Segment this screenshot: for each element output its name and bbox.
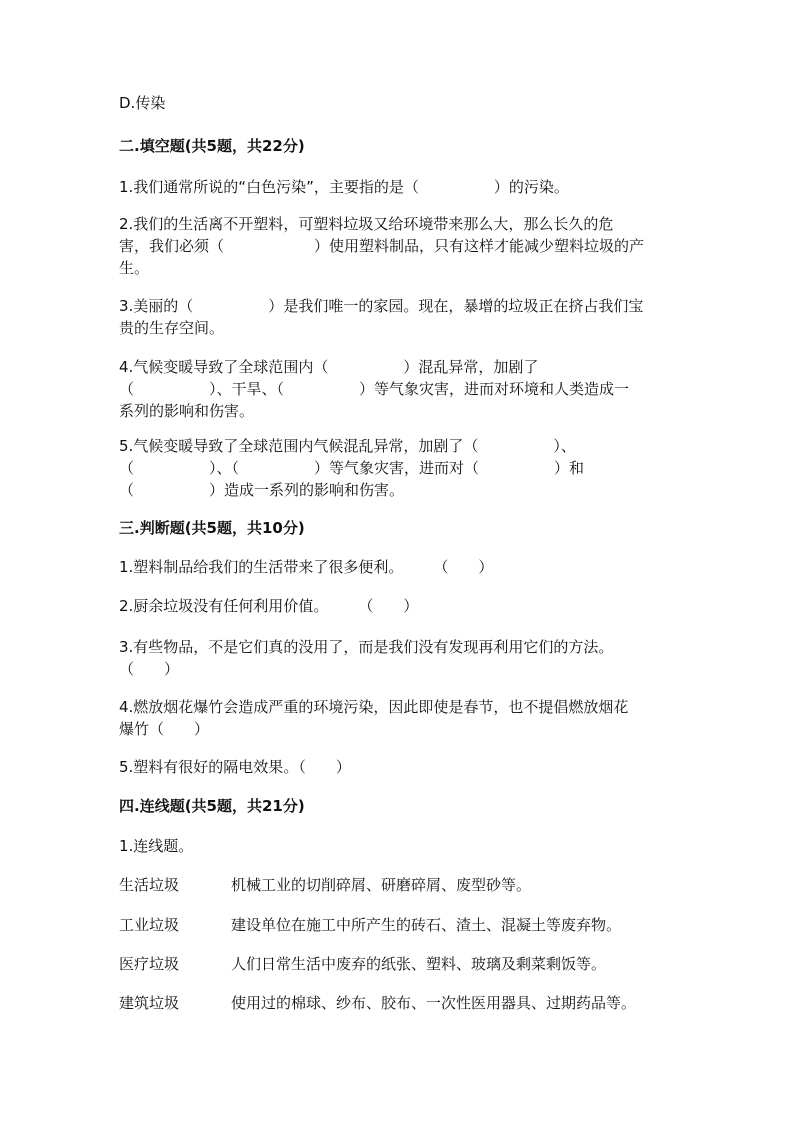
- q-line: 4.气候变暖导致了全球范围内（ ）混乱异常，加剧了: [119, 358, 539, 376]
- section-3-heading: 三.判断题(共5题，共10分): [119, 519, 305, 537]
- match-row: [119, 992, 636, 1014]
- q-line: 3.美丽的（ ）是我们唯一的家园。现在，暴增的垃圾正在挤占我们宝: [119, 297, 644, 315]
- q-line: （ ）: [119, 660, 180, 678]
- match-q1: 1.连线题。: [119, 837, 194, 855]
- q-line: （ ）、（ ）等气象灾害，进而对（ ）和: [119, 459, 585, 477]
- fill-blank-q4: [119, 356, 629, 422]
- q-line: 1.我们通常所说的“白色污染”，主要指的是（ ）的污染。: [119, 178, 569, 196]
- fill-blank-q1: [119, 176, 569, 198]
- q-line: （ ）造成一系列的影响和伤害。: [119, 481, 405, 499]
- match-right-item: 机械工业的切削碎屑、研磨碎屑、废型砂等。: [231, 876, 532, 894]
- section-4-heading: 四.连线题(共5题，共21分): [119, 797, 305, 815]
- match-left-item: 医疗垃圾: [119, 955, 180, 973]
- q-line: 4.燃放烟花爆竹会造成严重的环境污染，因此即使是春节，也不提倡燃放烟花: [119, 698, 629, 716]
- q-line: 生。: [119, 259, 150, 277]
- q-line: 3.有些物品，不是它们真的没用了，而是我们没有发现再利用它们的方法。: [119, 638, 614, 656]
- match-left-item: 建筑垃圾: [119, 994, 180, 1012]
- q-line: 贵的生存空间。: [119, 319, 225, 337]
- q-line: 害，我们必须（ ）使用塑料制品，只有这样才能减少塑料垃圾的产: [119, 237, 645, 255]
- fill-blank-q5: [119, 435, 584, 501]
- judge-q4: [119, 696, 628, 740]
- match-row: [119, 874, 531, 896]
- match-right-item: 建设单位在施工中所产生的砖石、渣土、混凝土等废弃物。: [231, 916, 622, 934]
- judge-q2: 2.厨余垃圾没有任何利用价值。 （ ）: [119, 597, 419, 615]
- fill-blank-q2: [119, 213, 644, 279]
- q-line: 2.我们的生活离不开塑料，可塑料垃圾又给环境带来那么大，那么长久的危: [119, 215, 614, 233]
- match-left-item: 生活垃圾: [119, 876, 180, 894]
- match-right-item: 人们日常生活中废弃的纸张、塑料、玻璃及剩菜剩饭等。: [231, 955, 607, 973]
- match-row: [119, 953, 606, 975]
- match-left-item: 工业垃圾: [119, 916, 180, 934]
- judge-q5: 5.塑料有很好的隔电效果。（ ）: [119, 758, 351, 776]
- option-d: D.传染: [119, 94, 166, 112]
- q-line: （ ）、干旱、（ ）等气象灾害，进而对环境和人类造成一: [119, 380, 630, 398]
- judge-q1: 1.塑料制品给我们的生活带来了很多便利。 （ ）: [119, 558, 494, 576]
- match-right-item: 使用过的棉球、纱布、胶布、一次性医用器具、过期药品等。: [231, 994, 637, 1012]
- judge-q3: [119, 636, 613, 680]
- section-2-heading: 二.填空题(共5题，共22分): [119, 137, 305, 155]
- q-line: 爆竹（ ）: [119, 720, 210, 738]
- q-line: 5.气候变暖导致了全球范围内气候混乱异常，加剧了（ ）、: [119, 437, 576, 455]
- fill-blank-q3: [119, 295, 643, 339]
- q-line: 系列的影响和伤害。: [119, 402, 255, 420]
- match-row: [119, 914, 621, 936]
